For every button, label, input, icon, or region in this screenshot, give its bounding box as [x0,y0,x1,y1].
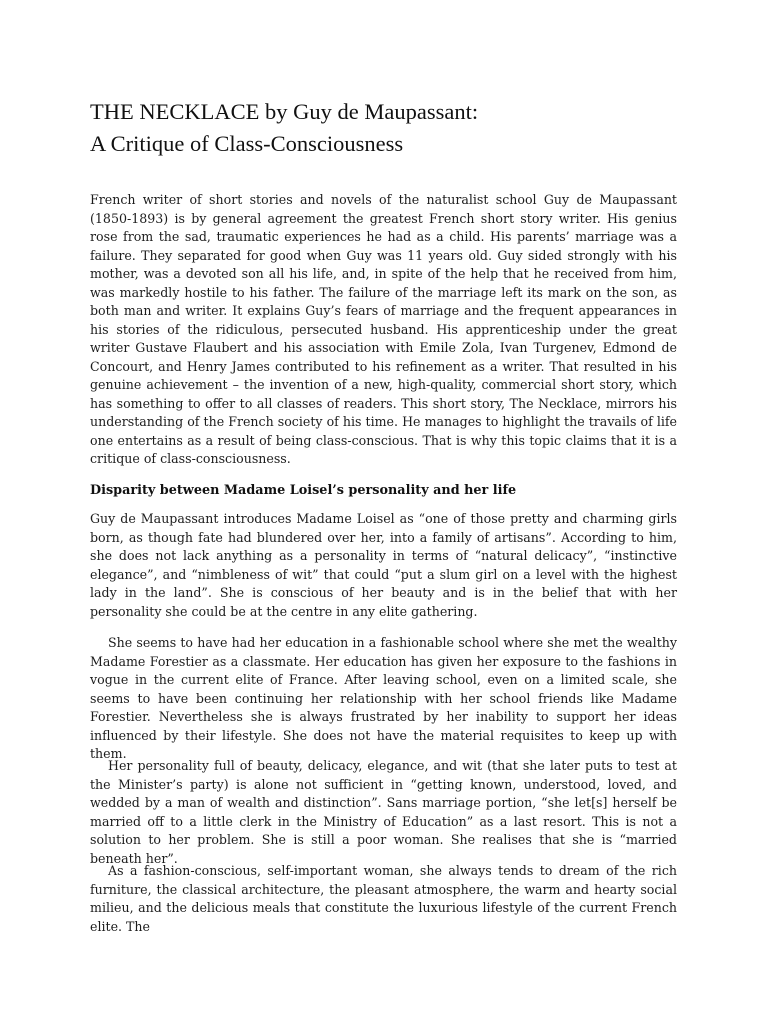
body-paragraph-block-3 [90,757,677,868]
intro-paragraph: French writer of short stories and novels of the naturalist school Guy de Maupassant (1850-1893) is by general agreement the greatest French short story writer. His genius rose from the sad, traumatic experiences he had as a child. His parents’ marriage was a failure. They separated for good when Guy was 11 years old. Guy sided strongly with his mother, was a devoted son all his life, and, in spite of the help that he received from him, was markedly hostile to his father. The failure of the marriage left its mark on the son, as both man and writer. It explains Guy’s fears of marriage and the frequent appearances in his stories of the ridiculous, persecuted husband. His apprenticeship under the great writer Gustave Flaubert and his association with Emile Zola, Ivan Turgenev, Edmond de Concourt, and Henry James contributed to his refinement as a writer. That resulted in his genuine achievement – the invention of a new, high-quality, commercial short story, which has something to offer to all classes of readers. This short story, The Necklace, mirrors his understanding of the French society of his time. He manages to highlight the travails of life one entertains as a result of being class-conscious. That is why this topic claims that it is a critique of class-consciousness. [90,192,677,466]
body-paragraph-1: Guy de Maupassant introduces Madame Loisel as “one of those pretty and charming girls born, as though fate had blundered over her, into a family of artisans”. According to him, she does not lack anything as a personality in terms of “natural delicacy”, “instinctive elegance”, and “nimbleness of wit” that could “put a slum girl on a level with the highest lady in the land”. She is conscious of her beauty and is in the belief that with her personality she could be at the centre in any elite gathering. [90,511,677,619]
body-paragraph-2: She seems to have had her education in a fashionable school where she met the wealthy Madame Forestier as a classmate. Her education has given her exposure to the fashions in vogue in the current elite of France. After leaving school, even on a limited scale, she seems to have been continuing her relationship with her school friends like Madame Forestier. Nevertheless she is always frustrated by her inability to support her ideas influenced by their lifestyle. She does not have the material requisites to keep up with them. [90,635,677,761]
body-paragraph-4: As a fashion-conscious, self-important woman, she always tends to dream of the rich furniture, the classical architecture, the pleasant atmosphere, the warm and hearty social milieu, and the delicious meals that constitute the luxurious lifestyle of the current French elite. The [90,863,677,934]
body-paragraph-block-2 [90,634,677,764]
document-title [90,96,690,160]
intro-paragraph-block [90,191,677,469]
title-line-2: A Critique of Class-Consciousness [90,131,404,156]
section-heading: Disparity between Madame Loisel’s personality and her life [90,483,517,498]
body-paragraph-block-1 [90,510,677,621]
title-line-1: THE NECKLACE by Guy de Maupassant: [90,99,479,124]
body-paragraph-3: Her personality full of beauty, delicacy, elegance, and wit (that she later puts to test at the Minister’s party) is alone not sufficient in “getting known, understood, loved, and wedded by a man of wealth and distinction”. Sans marriage portion, “she let[s] herself be married off to a little clerk in the Ministry of Education” as a last resort. This is not a solution to her problem. She is still a poor woman. She realises that she is “married beneath her”. [90,758,677,866]
body-paragraph-block-4 [90,862,677,936]
